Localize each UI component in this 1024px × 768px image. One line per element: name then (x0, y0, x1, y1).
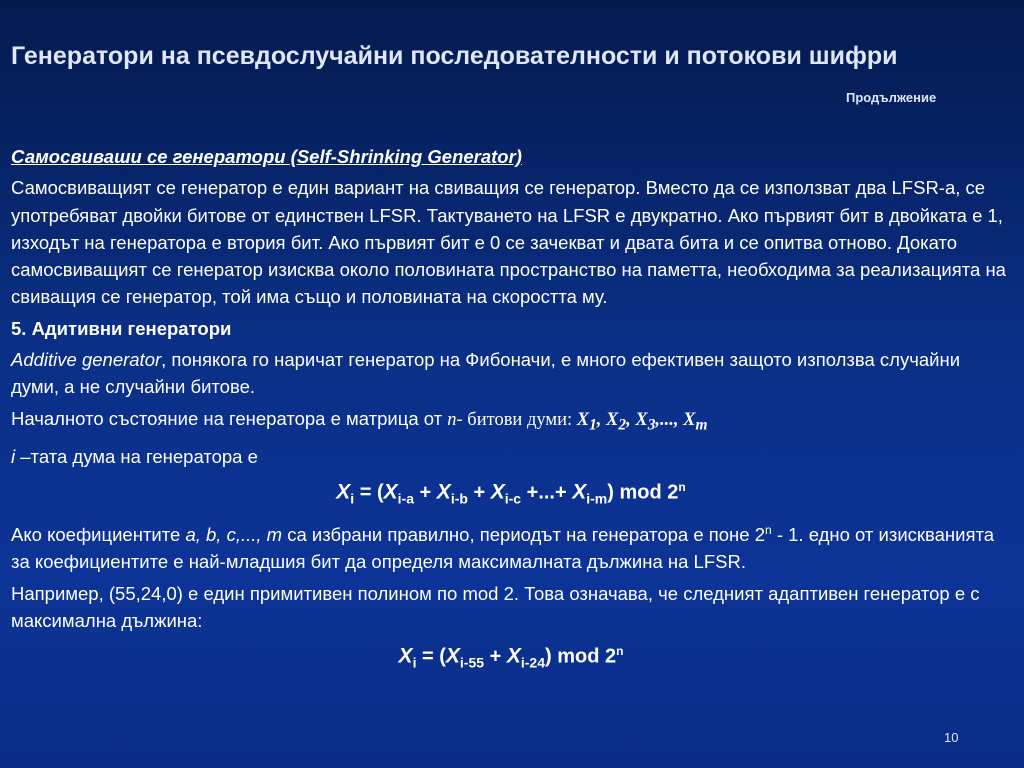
term-additive-generator: Additive generator (11, 349, 162, 371)
page-number: 10 (944, 730, 959, 745)
i-variable: i (11, 445, 16, 467)
n-variable: n (447, 409, 457, 430)
section-subtitle: Самосвиваши се генератори (Self-Shrinking Generator) (11, 146, 522, 167)
slide-body (11, 143, 1011, 681)
paragraph-additive (11, 346, 1011, 401)
bit-words-text: - битови думи: (456, 409, 577, 430)
paragraph-initial-state (11, 405, 1011, 439)
continuation-label: Продължение (846, 90, 937, 105)
paragraph-ith-word (11, 443, 1011, 470)
formula-additive: $X_i = (X_{i-a} + X_{i-b} + X_{i-c}$ +...+ $X_{i-m}$) mod 2$^n$ (336, 479, 686, 507)
ith-word-text: –тата дума на генератора е (15, 445, 258, 467)
heading-additive-generators: 5. Адитивни генератори (11, 317, 232, 339)
paragraph-additive-text: , понякога го наричат генератор на Фибоначи, е много ефективен защото използва случайни думи, а не случайни битове. (11, 349, 961, 398)
paragraph-example: Например, (55,24,0) е един примитивен полином по mod 2. Това означава, че следният адаптивен генератор е с максимална дължина: (11, 582, 980, 631)
paragraph-self-shrinking: Самосвиващият се генератор е един вариант на свиващия се генератор. Вместо да се използват два LFSR-a, се употребяват двойки битове от единствен LFSR. Тактуването на LFSR е двукратно. Ако първият бит в двойката е 1, изходът на генератора е втория бит. Ако първият бит е 0 се зачекват и двата бита и се опитва отново. Докато самосвиващият се генератор изисква около половината пространство на паметта, необходима за реализацията на свиващия се генератор, той има също и половината на скоростта му. (11, 177, 1006, 308)
formula-example: $X_i = (X_{i-55} + X_{i-24})$ mod 2$^n$ (398, 644, 624, 671)
word-list: $X_1$, $X_2$, $X_3$,..., $X_m$ (576, 409, 708, 434)
slide-title: Генератори на псевдослучайни последователности и потокови шифри (11, 42, 898, 70)
paragraph-coefficients: Ако коефициентите a, b, c,..., m са избрани правилно, периодът на генератора е поне 2$^n$ - 1. едно от изискванията за коефициентите е най-младшия бит да определя максималната дължина на LFSR. (11, 522, 995, 573)
initial-state-text: Началното състояние на генератора е матрица от (11, 407, 448, 429)
coefficient-list: a, b, c,..., m (185, 524, 283, 546)
